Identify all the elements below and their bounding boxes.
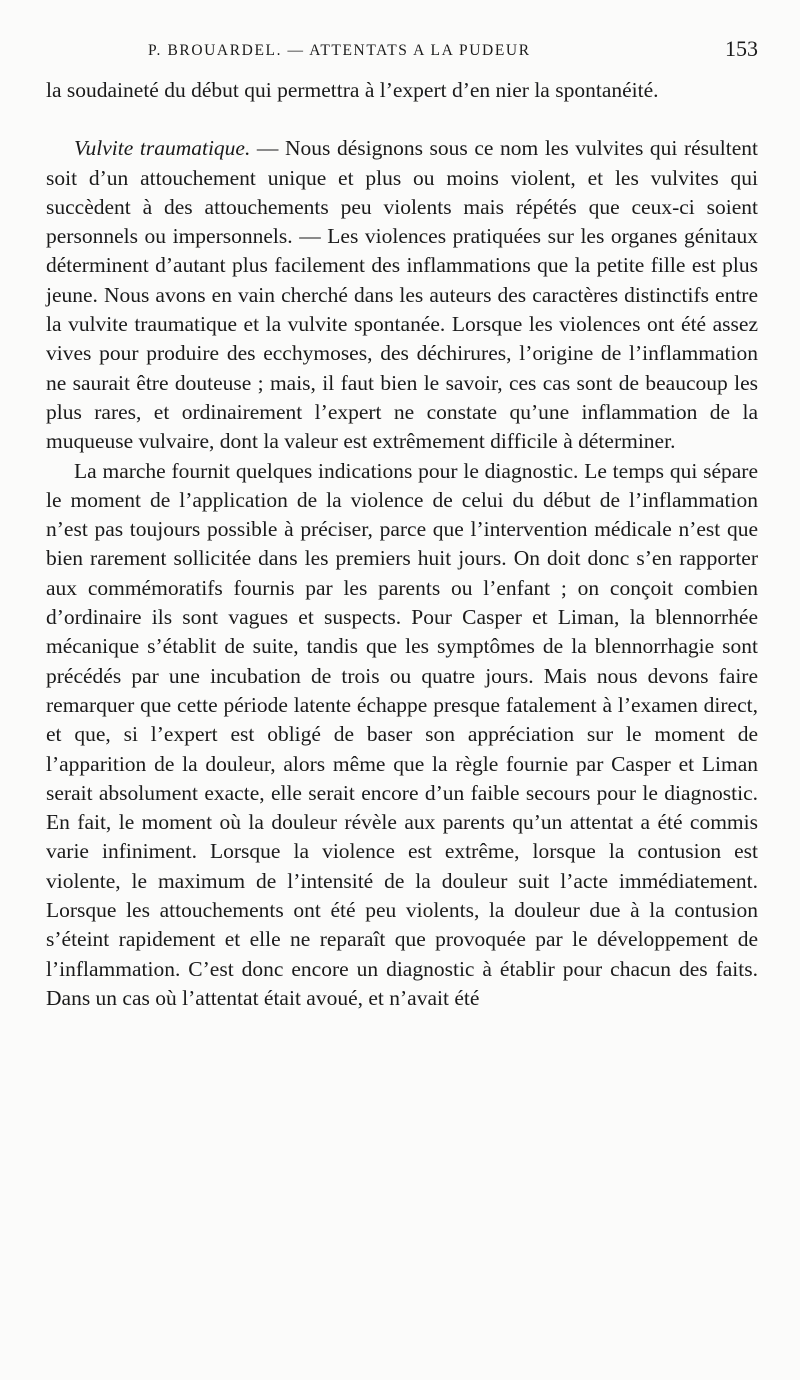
paragraph-la-marche: La marche fournit quelques indications pour le diagnostic. Le temps qui sépare le moment de l’application de la violence de celui du début de l’inflammation n’est pas toujours possible à préciser, parce que l’intervention médicale n’est que bien rarement sollicitée dans les premiers huit jours. On doit donc s’en rapporter aux commémoratifs fournis par les parents ou l’enfant ; on conçoit combien d’ordinaire ils sont vagues et suspects. Pour Casper et Liman, la blennorrhée mécanique s’établit de suite, tandis que les symptômes de la blennorrhagie sont précédés par une incubation de trois ou quatre jours. Mais nous devons faire remarquer que cette période latente échappe presque fatalement à l’examen direct, et que, si l’expert est obligé de baser son appréciation sur le moment de l’apparition de la douleur, alors même que la règle fournie par Casper et Liman serait absolument exacte, elle serait encore d’un faible secours pour le diagnostic. En fait, le moment où la douleur révèle aux parents qu’un attentat a été commis varie infiniment. Lorsque la violence est extrême, lorsque la contusion est violente, le maximum de l’intensité de la douleur suit l’acte immédiatement. Lorsque les attouchements ont été peu violents, la douleur due à la contusion s’éteint rapidement et elle ne reparaît que provoquée par le développement de l’inflammation. C’est donc encore un diagnostic à établir pour chacun des faits. Dans un cas où l’attentat était avoué, et n’avait été [46, 458, 758, 1010]
running-title: P. BROUARDEL. — ATTENTATS A LA PUDEUR [148, 42, 531, 59]
running-header [48, 38, 758, 68]
page-number: 153 [725, 36, 758, 61]
section-title: Vulvite traumatique. [74, 136, 251, 161]
paragraph-vulvite-traumatique [46, 134, 758, 456]
paragraph-continuation: la soudaineté du début qui permettra à l’expert d’en nier la spontanéité. [46, 78, 659, 102]
body-text [46, 76, 758, 1013]
paragraph-text: — Nous désignons sous ce nom les vulvites qui résultent soit d’un attouchement unique et plus ou moins violent, et les vulvites qui succèdent à des attouchements peu violents mais répétés que ceux-ci soient personnels ou impersonnels. — Les violences pratiquées sur les organes génitaux déterminent d’autant plus facilement des inflammations que la petite fille est plus jeune. Nous avons en vain cherché dans les auteurs des caractères distinctifs entre la vulvite traumatique et la vulvite spontanée. Lorsque les violences ont été assez vives pour produire des ecchymoses, des déchirures, l’origine de l’inflammation ne saurait être douteuse ; mais, il faut bien le savoir, ces cas sont de beaucoup les plus rares, et ordinairement l’expert ne constate qu’une inflammation de la muqueuse vulvaire, dont la valeur est extrêmement difficile à déterminer. [46, 136, 759, 454]
